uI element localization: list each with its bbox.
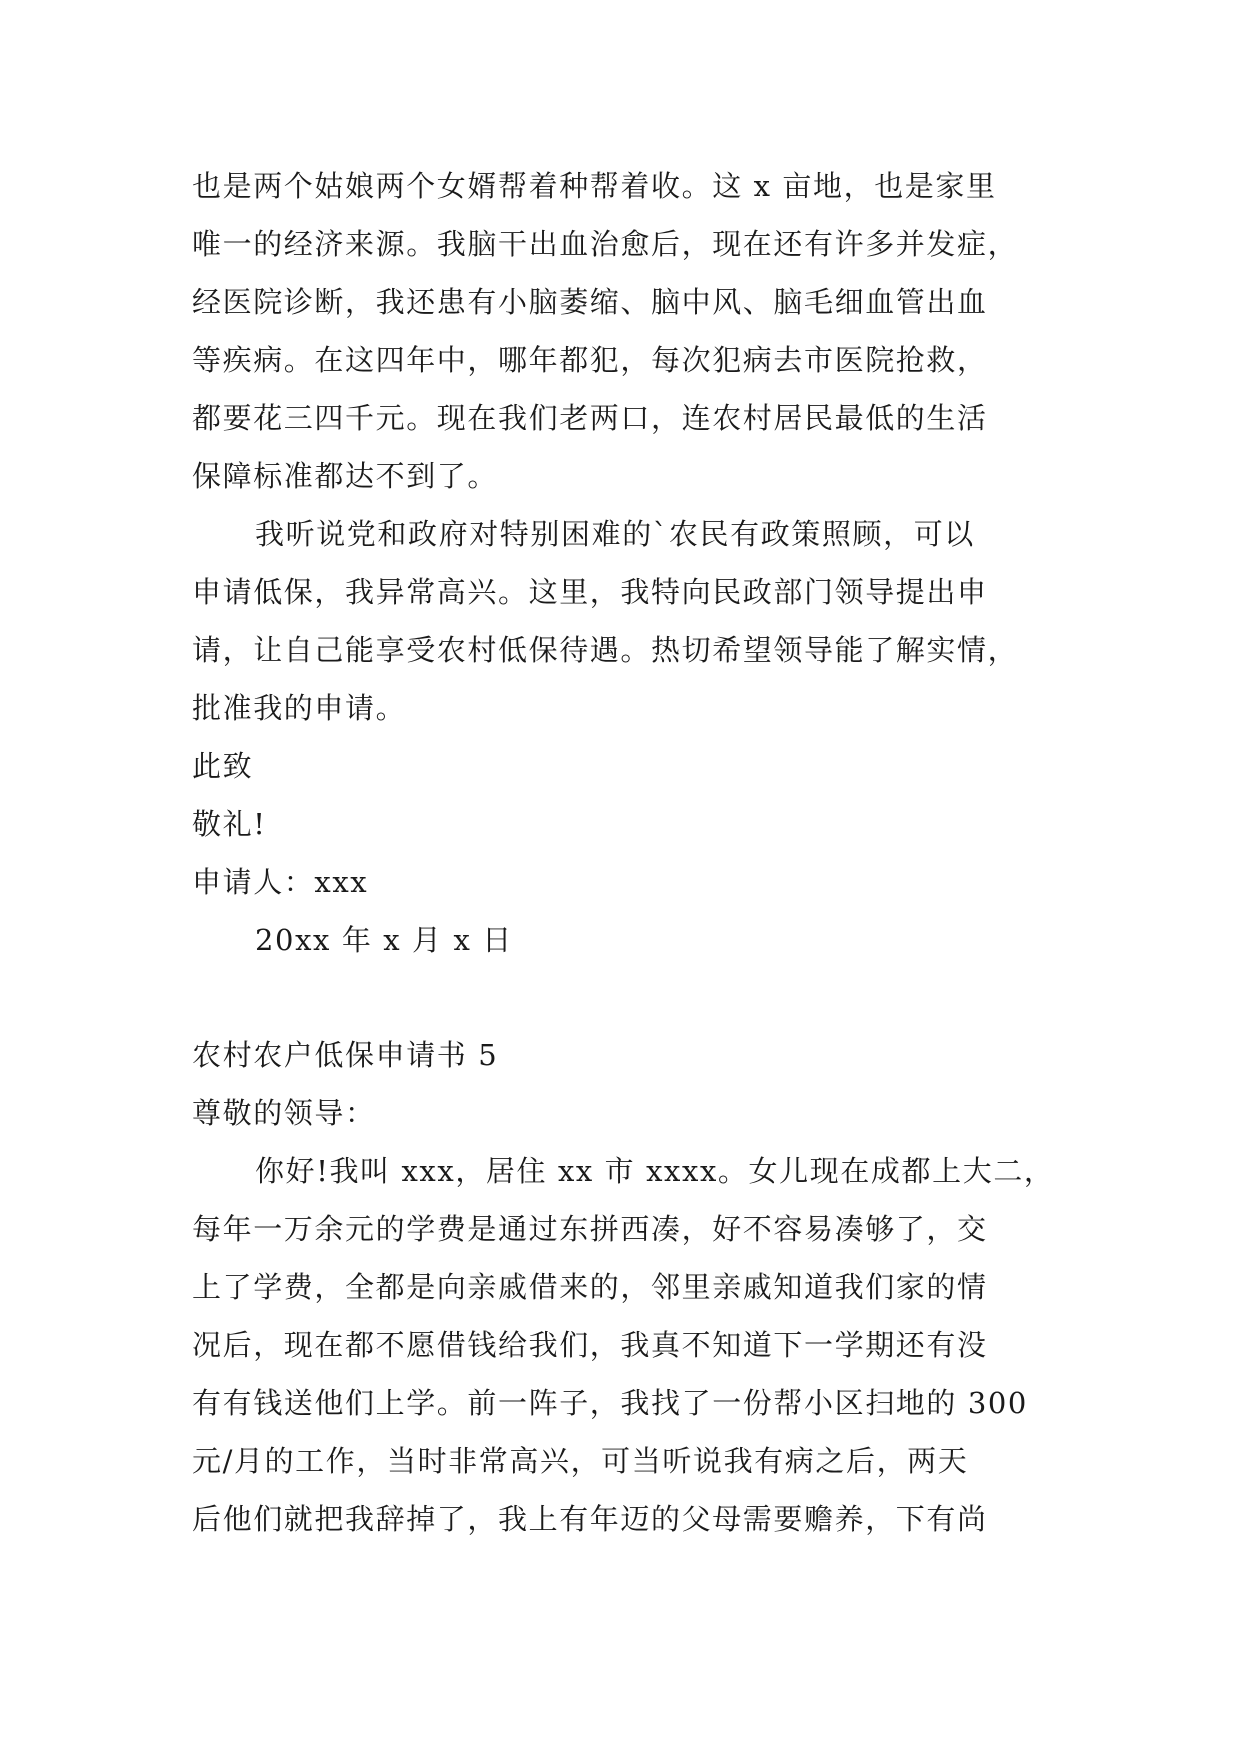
paragraph-line: 等疾病。在这四年中，哪年都犯，每次犯病去市医院抢救， bbox=[192, 343, 988, 377]
paragraph-line: 况后，现在都不愿借钱给我们，我真不知道下一学期还有没 bbox=[192, 1328, 988, 1362]
date-line: 20xx 年 x 月 x 日 bbox=[255, 923, 513, 957]
paragraph-line: 唯一的经济来源。我脑干出血治愈后，现在还有许多并发症， bbox=[192, 227, 1019, 261]
paragraph-line: 都要花三四千元。现在我们老两口，连农村居民最低的生活 bbox=[192, 401, 988, 435]
paragraph-line: 保障标准都达不到了。 bbox=[192, 459, 499, 493]
section-title: 农村农户低保申请书 5 bbox=[192, 1038, 499, 1072]
paragraph-line: 请，让自己能享受农村低保待遇。热切希望领导能了解实情， bbox=[192, 633, 1019, 667]
paragraph-line: 有有钱送他们上学。前一阵子，我找了一份帮小区扫地的 300 bbox=[192, 1386, 1028, 1420]
paragraph-line: 元/月的工作，当时非常高兴，可当听说我有病之后，两天 bbox=[192, 1444, 969, 1478]
paragraph-line: 经医院诊断，我还患有小脑萎缩、脑中风、脑毛细血管出血 bbox=[192, 285, 988, 319]
closing-line: 此致 bbox=[192, 749, 254, 783]
paragraph-line: 上了学费，全都是向亲戚借来的，邻里亲戚知道我们家的情 bbox=[192, 1270, 988, 1304]
paragraph-line: 你好!我叫 xxx，居住 xx 市 xxxx。女儿现在成都上大二， bbox=[255, 1154, 1055, 1188]
paragraph-line: 我听说党和政府对特别困难的`农民有政策照顾，可以 bbox=[255, 517, 975, 551]
paragraph-line: 也是两个姑娘两个女婿帮着种帮着收。这 x 亩地，也是家里 bbox=[192, 169, 997, 203]
paragraph-line: 批准我的申请。 bbox=[192, 691, 407, 725]
greeting-line: 尊敬的领导： bbox=[192, 1096, 376, 1130]
salutation-line: 敬礼! bbox=[192, 807, 267, 841]
paragraph-line: 每年一万余元的学费是通过东拼西凑，好不容易凑够了，交 bbox=[192, 1212, 988, 1246]
paragraph-line: 后他们就把我辞掉了，我上有年迈的父母需要赡养，下有尚 bbox=[192, 1502, 988, 1536]
paragraph-line: 申请低保，我异常高兴。这里，我特向民政部门领导提出申 bbox=[192, 575, 988, 609]
applicant-line: 申请人：xxx bbox=[192, 865, 369, 899]
